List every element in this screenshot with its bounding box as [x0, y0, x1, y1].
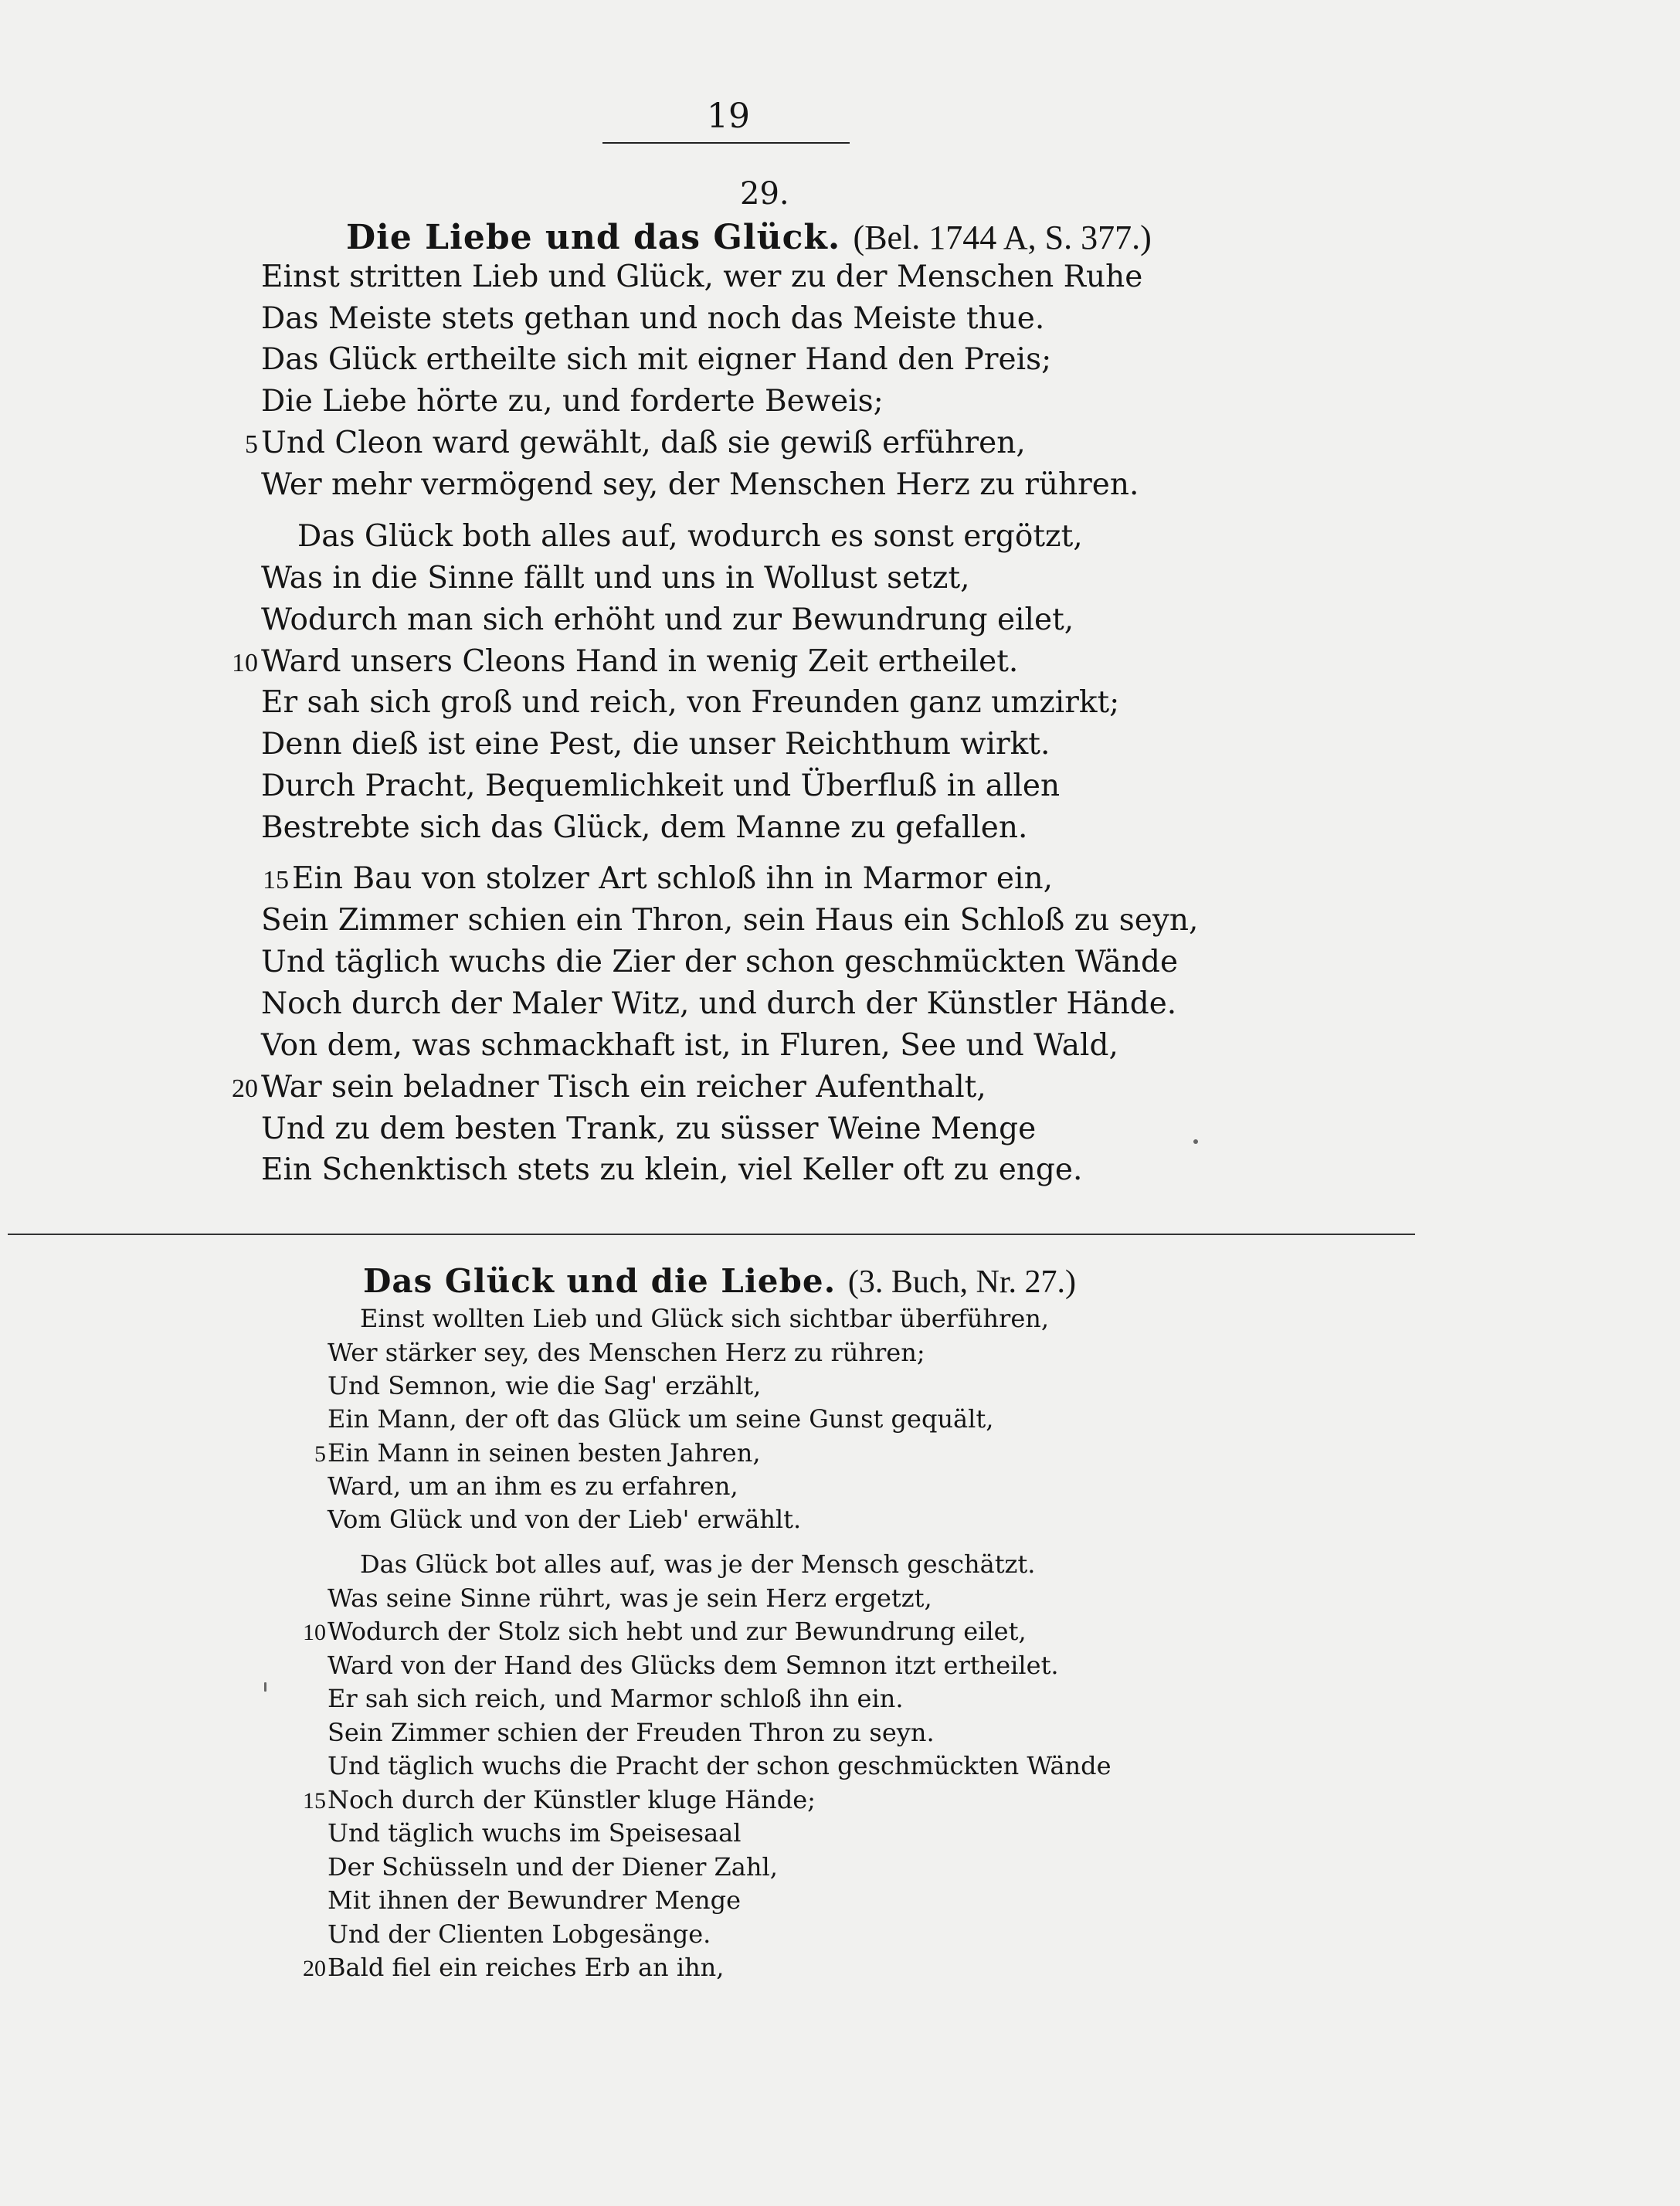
- poem-title: [363, 1262, 1076, 1301]
- verse-text: Mit ihnen der Bewundrer Menge: [328, 1885, 742, 1915]
- verse-text: Und Semnon, wie die Sag' erzählt,: [328, 1371, 762, 1400]
- verse-text: Was seine Sinne rührt, was je sein Herz ergetzt,: [328, 1583, 932, 1613]
- line-number: 15: [303, 1788, 326, 1814]
- verse-text: Einst wollten Lieb und Glück sich sichtbar überführen,: [360, 1304, 1050, 1333]
- verse-line: [292, 1953, 724, 1982]
- verse-text: Wer mehr vermögend sey, der Menschen Herz zu rühren.: [261, 467, 1139, 502]
- verse-text: Wodurch man sich erhöht und zur Bewundrung eilet,: [261, 602, 1074, 637]
- verse-line: [221, 685, 1119, 720]
- verse-line: [221, 644, 1018, 679]
- verse-text: Sein Zimmer schien der Freuden Thron zu seyn.: [328, 1718, 935, 1747]
- poem-number: 29.: [740, 176, 789, 212]
- verse-text: Das Glück bot alles auf, was je der Mensch geschätzt.: [360, 1549, 1036, 1579]
- verse-line: [292, 1471, 738, 1501]
- verse-text: Und täglich wuchs die Zier der schon geschmückten Wände: [261, 945, 1179, 979]
- verse-line: [221, 769, 1060, 803]
- verse-text: Und täglich wuchs im Speisesaal: [328, 1818, 742, 1848]
- verse-line: [292, 1684, 903, 1713]
- poem-source: (3. Buch, Nr. 27.): [847, 1264, 1076, 1300]
- line-number: 20: [232, 1074, 258, 1103]
- verse-text: Er sah sich groß und reich, von Freunden ganz umzirkt;: [261, 685, 1120, 720]
- verse-line: [292, 1818, 741, 1848]
- verse-text: Und Cleon ward gewählt, daß sie gewiß erführen,: [261, 426, 1026, 460]
- page-number: 19: [707, 97, 750, 136]
- verse-text: Wodurch der Stolz sich hebt und zur Bewundrung eilet,: [328, 1617, 1027, 1646]
- verse-line: [252, 861, 1053, 896]
- verse-text: Durch Pracht, Bequemlichkeit und Überfluß in allen: [261, 769, 1061, 803]
- verse-line: [221, 426, 1026, 460]
- verse-line: [292, 1919, 711, 1949]
- line-number: 15: [263, 866, 289, 894]
- verse-line: [324, 1304, 1049, 1333]
- verse-text: Ward von der Hand des Glücks dem Semnon itzt ertheilet.: [328, 1651, 1059, 1680]
- poem-title: [346, 218, 1152, 257]
- line-number: 5: [314, 1441, 326, 1467]
- verse-text: Noch durch der Künstler kluge Hände;: [328, 1785, 816, 1814]
- verse-text: Ein Bau von stolzer Art schloß ihn in Marmor ein,: [292, 861, 1053, 896]
- verse-line: [292, 1751, 1112, 1780]
- verse-line: [221, 1111, 1036, 1146]
- verse-line: [221, 301, 1044, 336]
- verse-line: [221, 260, 1142, 294]
- verse-text: Wer stärker sey, des Menschen Herz zu rühren;: [328, 1338, 925, 1367]
- verse-text: Ein Schenktisch stets zu klein, viel Keller oft zu enge.: [261, 1152, 1083, 1187]
- verse-text: Ward, um an ihm es zu erfahren,: [328, 1471, 738, 1501]
- verse-line: [292, 1651, 1059, 1680]
- verse-line: [257, 519, 1083, 554]
- verse-line: [292, 1505, 801, 1534]
- line-number: 20: [303, 1956, 326, 1981]
- verse-text: Ward unsers Cleons Hand in wenig Zeit ertheilet.: [261, 644, 1019, 679]
- verse-line: [292, 1885, 741, 1915]
- verse-line: [221, 727, 1050, 762]
- section-divider: [8, 1234, 1415, 1235]
- verse-line: [221, 1028, 1118, 1063]
- verse-text: Einst stritten Lieb und Glück, wer zu der Menschen Ruhe: [261, 260, 1143, 294]
- poem-title-text: Die Liebe und das Glück.: [346, 218, 841, 257]
- verse-line: [221, 1070, 986, 1105]
- verse-line: [221, 602, 1074, 637]
- verse-line: [221, 945, 1178, 979]
- verse-text: Die Liebe hörte zu, und forderte Beweis;: [261, 384, 884, 419]
- verse-line: [292, 1371, 761, 1400]
- poem-title-text: Das Glück und die Liebe.: [363, 1262, 837, 1300]
- poem-source: (Bel. 1744 A, S. 377.): [853, 219, 1152, 256]
- verse-line: [221, 810, 1027, 845]
- verse-text: Und der Clienten Lobgesänge.: [328, 1919, 711, 1949]
- verse-text: Noch durch der Maler Witz, und durch der Künstler Hände.: [261, 986, 1177, 1021]
- print-speck: [1193, 1139, 1198, 1144]
- verse-line: [221, 903, 1198, 938]
- line-number: 10: [303, 1620, 326, 1645]
- verse-line: [221, 561, 970, 596]
- verse-text: Sein Zimmer schien ein Thron, sein Haus ein Schloß zu seyn,: [261, 903, 1199, 938]
- verse-line: [221, 986, 1176, 1021]
- header-rule: [602, 142, 850, 144]
- verse-line: [324, 1549, 1035, 1579]
- verse-text: Und täglich wuchs die Pracht der schon geschmückten Wände: [328, 1751, 1112, 1780]
- verse-line: [221, 342, 1051, 377]
- verse-text: Er sah sich reich, und Marmor schloß ihn ein.: [328, 1684, 904, 1713]
- line-number: 5: [245, 430, 258, 459]
- verse-line: [221, 1152, 1082, 1187]
- verse-text: War sein beladner Tisch ein reicher Aufenthalt,: [261, 1070, 986, 1105]
- verse-text: Das Glück both alles auf, wodurch es sonst ergötzt,: [297, 519, 1083, 554]
- print-speck: [264, 1682, 266, 1692]
- verse-text: Und zu dem besten Trank, zu süsser Weine Menge: [261, 1111, 1037, 1146]
- verse-line: [292, 1338, 925, 1367]
- verse-text: Ein Mann, der oft das Glück um seine Gunst gequält,: [328, 1404, 994, 1434]
- verse-line: [292, 1785, 816, 1814]
- verse-text: Was in die Sinne fällt und uns in Wollust setzt,: [261, 561, 970, 596]
- line-number: 10: [232, 649, 258, 677]
- verse-line: [292, 1404, 993, 1434]
- verse-text: Denn dieß ist eine Pest, die unser Reichthum wirkt.: [261, 727, 1050, 762]
- verse-line: [221, 467, 1139, 502]
- verse-text: Bald fiel ein reiches Erb an ihn,: [328, 1953, 725, 1982]
- verse-text: Von dem, was schmackhaft ist, in Fluren, See und Wald,: [261, 1028, 1118, 1063]
- verse-text: Bestrebte sich das Glück, dem Manne zu gefallen.: [261, 810, 1028, 845]
- verse-line: [221, 384, 884, 419]
- verse-text: Das Glück ertheilte sich mit eigner Hand den Preis;: [261, 342, 1052, 377]
- verse-text: Vom Glück und von der Lieb' erwählt.: [328, 1505, 802, 1534]
- verse-text: Das Meiste stets gethan und noch das Meiste thue.: [261, 301, 1045, 336]
- verse-line: [292, 1583, 932, 1613]
- verse-text: Ein Mann in seinen besten Jahren,: [328, 1438, 761, 1468]
- verse-line: [292, 1852, 778, 1882]
- verse-text: Der Schüsseln und der Diener Zahl,: [328, 1852, 778, 1882]
- verse-line: [292, 1617, 1027, 1646]
- verse-line: [292, 1438, 761, 1468]
- verse-line: [292, 1718, 935, 1747]
